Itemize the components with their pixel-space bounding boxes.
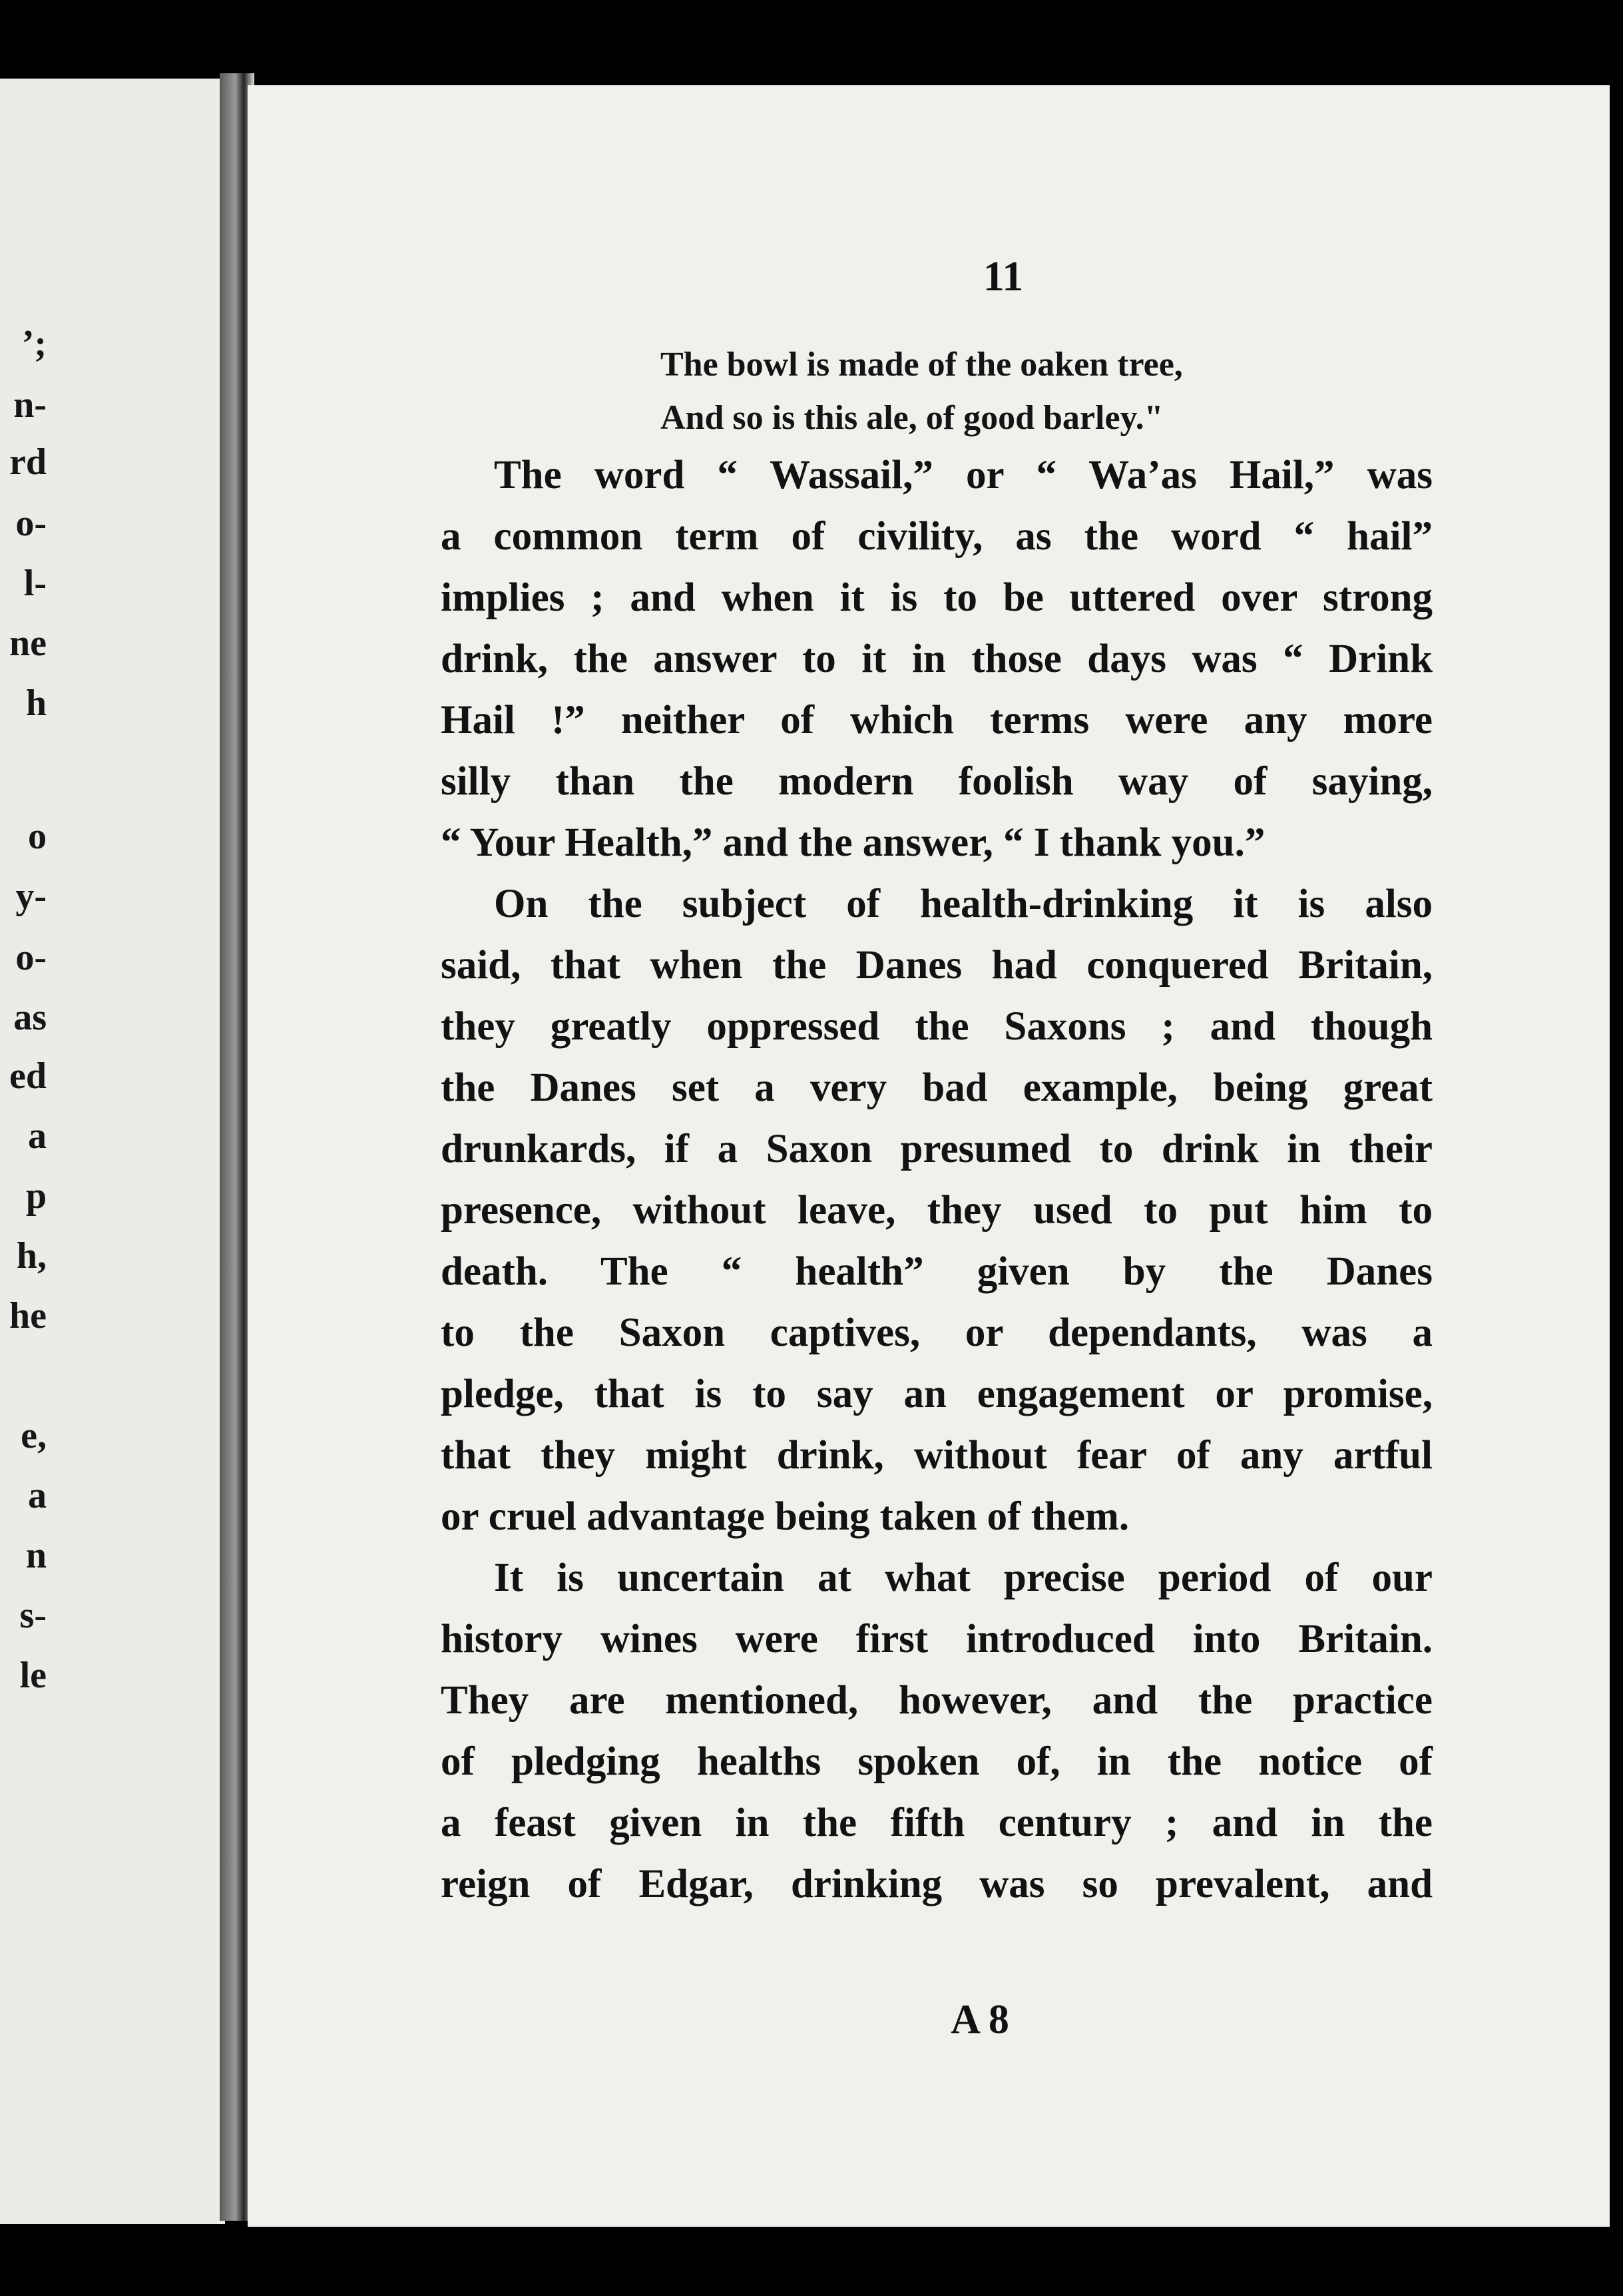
left-page-fragment: rd [9,441,47,483]
verse-line: The bowl is made of the oaken tree, [660,346,1183,384]
left-page-fragment: h [25,683,47,724]
text-line: history wines were first introduced into Britain. [441,1617,1433,1661]
left-page-fragment: s- [19,1595,47,1636]
left-page-edge [0,79,225,2224]
verse-quotation [660,338,1183,445]
left-page-fragment: n [25,1535,47,1576]
left-page-fragment: l- [23,563,47,604]
text-line: implies ; and when it is to be uttered over strong [441,575,1433,620]
text-line: On the subject of health-drinking it is also [494,882,1433,926]
left-page-fragment: ʼ; [21,323,47,364]
left-page-fragment: y- [15,876,47,917]
left-page-fragment: le [19,1655,47,1696]
left-page-fragment: ed [9,1055,47,1097]
left-page-fragment: ne [9,623,47,664]
text-line: said, that when the Danes had conquered Britain, [441,943,1433,988]
text-line: They are mentioned, however, and the practice [441,1678,1433,1723]
left-page-fragment: as [13,997,47,1038]
left-page-fragment: he [9,1295,47,1336]
left-page-fragment: o [28,816,47,857]
left-page-fragment: a [28,1475,47,1516]
right-page [248,85,1610,2227]
text-line: It is uncertain at what precise period of our [494,1556,1433,1600]
text-line: death. The “ health” given by the Danes [441,1249,1433,1294]
text-line: or cruel advantage being taken of them. [441,1494,1130,1539]
verse-line: And so is this ale, of good barley." [660,399,1164,437]
text-line: reign of Edgar, drinking was so prevalent, and [441,1862,1433,1906]
text-line: Hail !” neither of which terms were any more [441,698,1433,742]
text-line: drink, the answer to it in those days was “ Drink [441,637,1433,681]
text-line: presence, without leave, they used to put him to [441,1188,1433,1233]
text-line: they greatly oppressed the Saxons ; and though [441,1004,1433,1049]
left-page-fragment: o- [15,937,47,978]
text-line: of pledging healths spoken of, in the notice of [441,1739,1433,1784]
text-line: drunkards, if a Saxon presumed to drink in their [441,1127,1433,1171]
body-text [441,445,1433,1915]
left-page-fragment: n- [13,384,47,426]
left-page-fragment: a [28,1115,47,1157]
left-page-fragment: o- [15,503,47,544]
text-line: “ Your Health,” and the answer, “ I thank you.” [441,820,1266,865]
text-line: to the Saxon captives, or dependants, was a [441,1310,1433,1355]
left-page-fragment: e, [21,1415,47,1456]
text-line: the Danes set a very bad example, being great [441,1065,1433,1110]
page-number: 11 [983,252,1024,300]
text-line: a feast given in the fifth century ; and in the [441,1801,1433,1845]
text-line: pledge, that is to say an engagement or promise, [441,1372,1433,1416]
left-page-fragment: h, [16,1235,47,1277]
text-line: The word “ Wassail,” or “ Wa’as Hail,” was [494,453,1433,497]
text-line: a common term of civility, as the word “ hail” [441,514,1433,559]
text-line: that they might drink, without fear of any artful [441,1433,1433,1478]
signature-mark: A 8 [951,1997,1009,2042]
text-line: silly than the modern foolish way of saying, [441,759,1433,804]
left-page-fragment: p [25,1175,47,1217]
